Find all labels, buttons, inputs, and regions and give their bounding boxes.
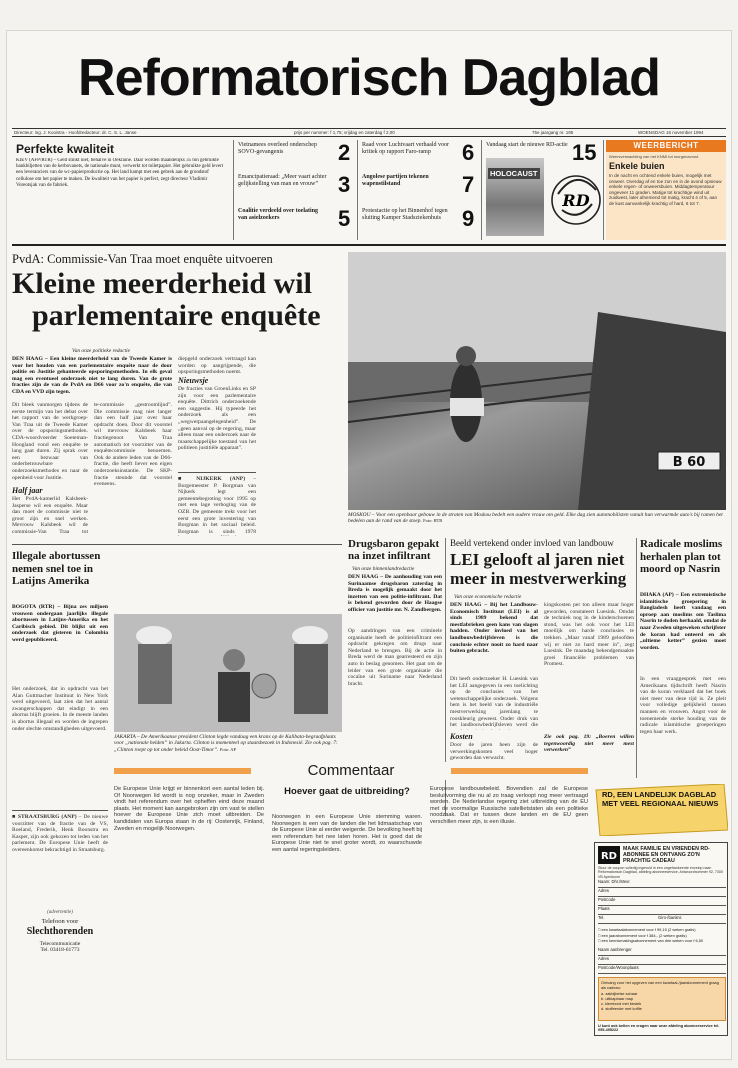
masthead-date: WOENSDAG 16 november 1994	[638, 130, 704, 135]
coupon-option[interactable]: □ een jaarabonnement voor f 384,- (2 weken gratis)	[598, 932, 687, 938]
coupon-field-referrer[interactable]: Naam aanbrenger	[598, 947, 726, 956]
rd-logo-icon	[598, 846, 620, 864]
section-rule	[12, 810, 108, 811]
phone-name: Slechthorenden	[26, 926, 94, 937]
coupon-option-label: een jaarabonnement voor f 384,- (2 weken gratis)	[601, 932, 687, 938]
coupon-gift[interactable]: a. zakbijbelse schaar	[601, 991, 638, 996]
weather-box	[606, 140, 726, 240]
promo-page-number: 3	[338, 172, 351, 197]
landbouw-article	[450, 538, 634, 778]
jakarta-caption-text: JAKARTA – De Amerikaanse president Clinton legde vandaag een krans op de Kalibata-begraafplaats voor „nationale helden” in Jakarta. Clinton is momenteel op staatsbezoek in Indonesië. Zie ook pag. 7: „Clinton roept op tot onder beleid Oost-Timor”.	[114, 734, 338, 753]
commentaar-headline[interactable]: Hoever gaat de uitbreiding?	[284, 786, 410, 797]
promo-divider	[481, 140, 482, 240]
moscow-photo	[348, 252, 726, 510]
rd-logo-icon	[544, 154, 604, 238]
abortus-text: Het onderzoek, dat in opdracht van het Alan Guttmacher Instituut in New York werd uitgevoerd, laat zien dat het aantal zwangerschappen dat eindigt in een abortus blijft groeien. In de meeste landen is abortus illegaal en worden de ingrepen onder slechte omstandigheden uitgevoerd.	[12, 686, 108, 732]
coupon-title: MAAK FAMILIE EN VRIENDEN RD-ABONNEE EN ONTVANG ZO'N PRACHTIG CADEAU	[623, 846, 710, 864]
weather-title: Enkele buien	[609, 161, 665, 171]
brief-strasbourg	[12, 814, 108, 902]
phone-advert[interactable]	[12, 910, 108, 972]
weather-header: WEERBERICHT	[606, 140, 726, 152]
rd-banner	[594, 784, 728, 836]
promo-column-b	[362, 140, 480, 240]
commentaar-col-1: De Europese Unie krijgt er binnenkort een aantal leden bij. Of Noorwegen lid wordt is nog onzeker, maar in Zweden vindt het referendum over het opheffen eind deze maand plaats. Het moment kan aangebroken zijn om vast te stellen hoever de Europese Unie zich moet uitbreiden. De kandidaten van Europa staan in de rij: Oostenrijk, Finland, Zweden en mogelijk Noorwegen.	[114, 786, 264, 832]
masthead-info-bar	[12, 128, 726, 137]
landbouw-intro: DEN HAAG – Bij het Landbouw-Economisch Instituut (LEI) is al sinds 1989 bekend dat mestfabrieken geen kans van slagen hadden. Onder invloed van het landbouwbedrijfsleven is die conclusie echter nooit zo hard naar buiten gebracht.	[450, 602, 538, 655]
commentaar-col-2: Noorwegen in een Europese Unie stemming waren. Noorwegen is een van de landen die het lidmaatschap van de Europese Unie al eerder weigerde. De bevolking heeft bij een referendum het nee laten horen. Het is goed dat de Europese Unie niet te snel groter wordt, zo waarschuwde een aantal regeringsleiders.	[272, 814, 422, 853]
promo-page-number: 7	[462, 172, 475, 197]
phone-tel-label: Telefoon voor	[41, 918, 79, 925]
landbouw-headline-1[interactable]: LEI gelooft al jaren niet	[450, 550, 625, 569]
promo-page-number: 9	[462, 206, 475, 231]
promo-lead[interactable]	[12, 140, 232, 242]
promo-lead-title: Perfekte kwaliteit	[16, 142, 115, 156]
promo-page-number: 5	[338, 206, 351, 231]
rd-banner-text: RD, EEN LANDELIJK DAGBLAD MET VEEL REGIONAAL NIEUWS	[602, 790, 719, 808]
coupon-option[interactable]: □ een kennismakingsabonnement van drie weken voor f 6,50	[598, 938, 704, 944]
landbouw-kicker: Beeld vertekend onder invloed van landbouw	[450, 538, 614, 548]
masthead-editors: Directeur: ing. J. Kooistra - Hoofdredacteur: dr. C. S. L. Janse	[14, 130, 137, 135]
coupon-field-address[interactable]: Adres	[598, 888, 726, 897]
coupon-gift-intro: Ontvang voor het opgeven van een kwartaal-/jaarabonnement graag als cadeau:	[601, 980, 719, 990]
coupon-field-city[interactable]: Plaats	[598, 906, 726, 915]
brief-strasbourg-text: – De nieuwe voorzitter van de fractie van de VS, Roeland, Frederik, Henk Boonstra en Kasper, zijn ook gekozen tot leden van het parlement. De Europese Unie heeft de overeenkomst bekrachtigd in Straatsburg.	[12, 814, 108, 853]
commentaar-title: Commentaar	[251, 762, 451, 780]
moscow-caption-text: MOSKOU – Voor een openbaar gebouw in de straten van Moskou bedelt een oudere vrouw om geld. Elke dag zien automobilisten vanuit hun verwarmde auto's bij ramen het bedelen aan de rand van de stoep.	[348, 512, 723, 525]
commentaar-banner	[114, 762, 588, 780]
promo-item[interactable]: Vietnamees overleed onderschep SOVO-gevangenis	[238, 142, 317, 156]
lead-byline: Van onze politieke redactie	[72, 348, 131, 354]
jakarta-photo	[114, 614, 342, 732]
coupon-field-name[interactable]: Naam: Dhr./Mevr.	[598, 879, 726, 888]
promo-column-a	[238, 140, 356, 240]
brief-strasbourg-heading: ■ STRAATSBURG (ANP)	[12, 814, 77, 820]
coupon-gift[interactable]: d. stoffeerder met koffie	[601, 1006, 642, 1011]
lead-kicker: PvdA: Commissie-Van Traa moet enquête uitvoeren	[12, 252, 273, 266]
coupon-intro: Stuur de coupon volledig ingevuld in een ongefrankeerde envelop naar: Reformatorisch Dagblad, afdeling abonneeservice, Antwoordnummer 92, 7300 VB Apeldoorn	[598, 866, 723, 879]
brief-nijkerk-text: – Burgemeester P. Borgman van Nijkerk legt een gemeentebegroting voor 1995 op met een lage verhoging van de OZB. De gemeente trekt voor het eerst een grote investering van Borgman in het sociaal beleid. Borgman is sinds 1978	[178, 476, 256, 535]
moscow-photo-scene	[348, 252, 726, 510]
promo-page-number: 2	[338, 140, 351, 165]
drugs-text: Op aandringen van een criminele organisatie heeft de politieinfiltrant een opdracht gekregen om drugs naar Nederland te brengen. Bij de actie in Breda werd de man gearresteerd en zijn auto in beslag genomen. Het gaat om de leider van een grote organisatie die cocaïne uit Suriname naar Nederland bracht.	[348, 628, 442, 687]
brief-nijkerk-heading: ■ NIJKERK (ANP)	[178, 476, 246, 482]
promo-item[interactable]: Angolese partijen tekenen wapenstilstand	[362, 174, 429, 188]
landbouw-see-also[interactable]: Zie ook pag. 19: „Boeren willen tegenwoordig niet meer mest verwerken”	[544, 734, 634, 754]
holocaust-label: HOLOCAUST	[490, 169, 538, 178]
drugs-byline: Van onze binnenlandredactie	[352, 566, 415, 572]
coupon-fields	[598, 879, 726, 924]
promo-item[interactable]: Protestactie op het Binnenhof tegen sluiting Kamper Stadsziekenhuis	[362, 208, 448, 222]
abortus-headline[interactable]: Illegale abortussen nemen snel toe in Latijns Amerika	[12, 550, 101, 587]
lead-headline-1[interactable]: Kleine meerderheid wil	[12, 267, 312, 300]
brief-rule	[178, 472, 256, 473]
coupon-field-referrer-address[interactable]: Adres	[598, 956, 726, 965]
landbouw-col-2: kingskosten per ton alleen maar hoger geworden, constateert Luesink. Omdat de techniek nog in de kinderschoenen stond, was het ook voor het LEI moeilijk om harde conclusies te trekken. „Maar vanaf 1989 geloofden wij er niet zo hard meer in”, zegt Luesink. De maandag bekendgemaakte groei financiële problemen van Promest.	[544, 602, 634, 668]
coupon-option-label: een kennismakingsabonnement van drie weken voor f 6,50	[601, 938, 704, 944]
coupon-footer: U kunt ook bellen en vragen naar onze afdeling abonneeservice tel. 055-495222	[598, 1024, 720, 1032]
section-rule	[12, 544, 342, 545]
promo-lead-text: KIEV (AFP/RTR) – Geld stinkt niet, behalve in Oekraïne. Daar worden maandelijks 35 ton gebruikte bankbiljetten van de kerbovanets, de nationale munt, verwerkt tot toiletpapier. Het gebruikte geld levert een leveranciers van de wc-papierproductie op. Het land kampt met een gebrek aan de grondstof cellulose om het papier te maken. De kwaliteit van het papier is perfect, zegt directeur Vladimir Voreotsjak van de fabriek.	[16, 158, 224, 188]
landbouw-byline: Van onze economische redactie	[454, 594, 522, 600]
coupon-gifts	[598, 977, 726, 1021]
lead-col-1b: Het PvdA-kamerlid Kalsbeek-Jasperse wil een enquête. Maar dan moet de commissie niet te groot zijn en snel werken. Mevrouw Kalsbeek wil de commissie-Van Traa tot	[12, 496, 88, 535]
masthead-title: Reformatorisch Dagblad	[78, 49, 660, 107]
promo-item: Vandaag start de nieuwe RD-actie	[486, 142, 568, 148]
coupon-referrer-fields	[598, 947, 726, 974]
masthead-volume: 75e jaargang nr. 195	[532, 130, 574, 135]
phone-number: Tel. 03418-61773	[40, 947, 80, 953]
coupon-field-giro-label: Giro-/banknr.	[658, 915, 683, 920]
radicale-text: In een vraaggesprek met een Amerikaans tijdschrift heeft Nasrin van de koran verklaard dat het boek niet meer van deze tijd is. Ze pleit voor volledige gelijkheid tussen mannen en vrouwen. Angst voor de toenemende sterke houding van de radicale islamitische groeperingen tegen haar werk.	[640, 676, 726, 735]
jakarta-credit: Foto: AP	[219, 746, 236, 752]
coupon-field-tel[interactable]	[598, 915, 726, 924]
weather-sub: Weersverwachting van het KNMI tot morgenavond	[609, 154, 699, 159]
promo-divider	[357, 140, 358, 240]
lead-subhead-2: Nieuwsje	[178, 376, 209, 385]
lead-col-3b: De fracties van GroenLinks en SP zijn voor een parlementaire enquête. Dittrich onderzoekende een suggestie. Hij typeerde het onderzoek als een „wegwerpaangelegenheid”. De „geen aanval op de regering, maar alleen maar een onderzoek naar de maatschappelijke toestand van het politieen justitiële apparaat”.	[178, 386, 256, 452]
lead-col-2: te-commissie „gestroomlijnd”. Die commissie mag niet langer dan een half jaar over haar opdracht doen. Door dit voorstel wil mevrouw Kalsbeek haar fractiegenoot Van Traa automatisch tot voorzitter van de enquêtecommissie benoemen. Ook de andere leden van de D66-fractie, die heeft liever een eigen onderzoeksinstantie. De SKP-fractie steunde dat voorstel eveneens.	[94, 402, 172, 488]
abortus-article	[12, 550, 108, 806]
weather-panel	[606, 152, 726, 240]
promo-item[interactable]: Coalitie verdeeld over toelating van asielzoekers	[238, 208, 319, 222]
landbouw-col-1b: Door de jaren heen zijn de verwerkingskosten veel hoger geworden dan verwacht.	[450, 742, 538, 762]
moscow-credit: Foto: RTR	[423, 518, 443, 524]
coupon-field-referrer-city[interactable]: Postcode/Woonplaats	[598, 965, 726, 974]
radicale-intro: DHAKA (AP) – Een extremistische islamitische groepering in Bangladesh heeft vandaag een oproep aan moslims om Taslima Nasrin te doden herhaald, omdat de naar Zweden uitgeweken schrijfster de koran had onteerd en als „ultieme ketter” gezien moet worden.	[640, 592, 726, 651]
brief-nijkerk	[178, 476, 256, 536]
jakarta-photo-scene	[114, 614, 342, 732]
landbouw-subhead: Kosten	[450, 732, 473, 741]
abortus-intro: BOGOTA (RTR) – Bijna zes miljoen vrouwen ondergaan jaarlijks illegale abortussen in Latijns-Amerika en het Caribisch gebied. Dit blijkt uit een onderzoek dat gisteren in Colombia werd gepubliceerd.	[12, 604, 108, 643]
lead-col-1: Dit bleek vanmorgen tijdens de eerste termijn van het debat over het rapport van de werkgroep-Van Traa uit de Tweede Kamer over de opsporingsmethoden. CDA-woordvoerder Soeteman-Hoogland vond een enquête te lang gaat duren. Zij sprak over een bezwaar van onderbetrouwbare onderzoeksmethodes en naar de openheid voor Justitie.	[12, 402, 88, 481]
landbouw-col-1: Dit heeft onderzoeker H. Luesink van het LEI aangegeven in een toelichting op de conclusies van het wetenschappelijke onderzoek. Volgens hem is het beeld van de industriële mestverwerking jarenlang te rooskleurig geweest. Onder druk van het landbouwbedrijfsleven werd die	[450, 676, 538, 729]
jakarta-caption	[114, 734, 342, 758]
coupon-option[interactable]: □ een kwartaalabonnement voor f 99,15 (2 weken gratis)	[598, 927, 696, 932]
promo-divider	[603, 140, 604, 240]
lead-article	[12, 250, 342, 540]
promo-holocaust[interactable]	[486, 140, 602, 240]
promo-page-number: 15	[572, 140, 597, 165]
coupon-field-tel-label: Tel.	[598, 915, 605, 920]
commentaar-col-3: Europese landbouwbeleid. Bovendien zal de Europese besluitvorming die nu al zo traag verloopt nog meer vertraagd worden. De Nederlandse regering ziet uitbreiding van de EU met de voormalige Russische satellietstaten als een politieke noodzaak. Dat er tussen deze landen en de EU geen verschillen meer zijn, is een illusie.	[430, 786, 588, 825]
lead-intro: DEN HAAG – Een kleine meerderheid van de Tweede Kamer is voor het houden van een parlementaire enquête naar de door politie en Justitie gehanteerde opsporingsmethoden. In elk geval mag een eventueel onderzoek niet te lang duren. Van de grote fracties zijn de van de PvdA en D66 voor zo'n enquête, die van CDA en VVD zijn tegen.	[12, 356, 172, 395]
phone-ad-label: (advertentie)	[47, 910, 73, 915]
svg-text:RD: RD	[562, 191, 590, 210]
coupon-gift-list	[601, 991, 723, 1011]
coupon-options	[598, 927, 726, 944]
phone-service: Telecommunicatie	[39, 941, 81, 947]
coupon-field-postcode[interactable]: Postcode	[598, 897, 726, 906]
radicale-article	[640, 538, 728, 778]
drugs-headline[interactable]: Drugsbaron gepakt na inzet infiltrant	[348, 538, 440, 562]
coupon-gift[interactable]: c. klembord met bestek	[601, 1001, 642, 1006]
coupon-gift[interactable]: b. uitklapbaar map	[601, 996, 634, 1001]
column-rule	[636, 538, 637, 778]
section-rule	[12, 244, 726, 246]
subscription-coupon	[594, 842, 728, 1036]
lead-subhead-1: Half jaar	[12, 486, 43, 495]
landbouw-headline-2[interactable]: meer in mestverwerking	[450, 569, 627, 588]
moscow-caption	[348, 512, 726, 534]
radicale-headline[interactable]: Radicale moslims herhalen plan tot moord op Nasrin	[640, 538, 723, 575]
promo-page-number: 6	[462, 140, 475, 165]
coupon-option-label: een kwartaalabonnement voor f 99,15 (2 weken gratis)	[601, 927, 696, 932]
svg-text:RD: RD	[600, 851, 618, 862]
promo-item[interactable]: Raad voor Luchtvaart verhaald voor kritiek op rapport Faro-ramp	[362, 142, 449, 156]
holocaust-photo	[486, 158, 544, 236]
weather-text: In de nacht en ochtend enkele buien, mogelijk met onweer. Overdag af en toe zon en in de avond opnieuw enkele regen- of onweersbuien. Middagtemperatuur ongeveer 11 graden. Matige tot krachtige wind uit zuidwest, later afnemend tot matig, kracht 4 of 5, aan de kust aanvankelijk krachtig of hard, 6 tot 7.	[609, 173, 722, 206]
lead-headline-2[interactable]: parlementaire enquête	[32, 299, 321, 332]
promo-item[interactable]: Emancipatieraad: „Meer vaart achter gelijkstelling van man en vrouw”	[238, 174, 327, 188]
promo-divider	[233, 140, 234, 240]
masthead-price: prijs per nummer: f 1,75; vrijdag en zaterdag f 2,00	[294, 130, 395, 135]
lead-col-3: diepgeld onderzoek vertraagd kan worden op aangrijpende, die opsporingsmethoden noemt.	[178, 356, 256, 374]
drugs-intro: DEN HAAG – De aanhouding van een Surinaamse drugsbaron zaterdag in Breda is mogelijk gemaakt door het inzetten van een politie-infiltrant. Dat is bekend geworden door de Haagse officier van justitie mr. N. Zandbergen.	[348, 574, 442, 613]
svg-text:B 60: B 60	[672, 455, 706, 470]
